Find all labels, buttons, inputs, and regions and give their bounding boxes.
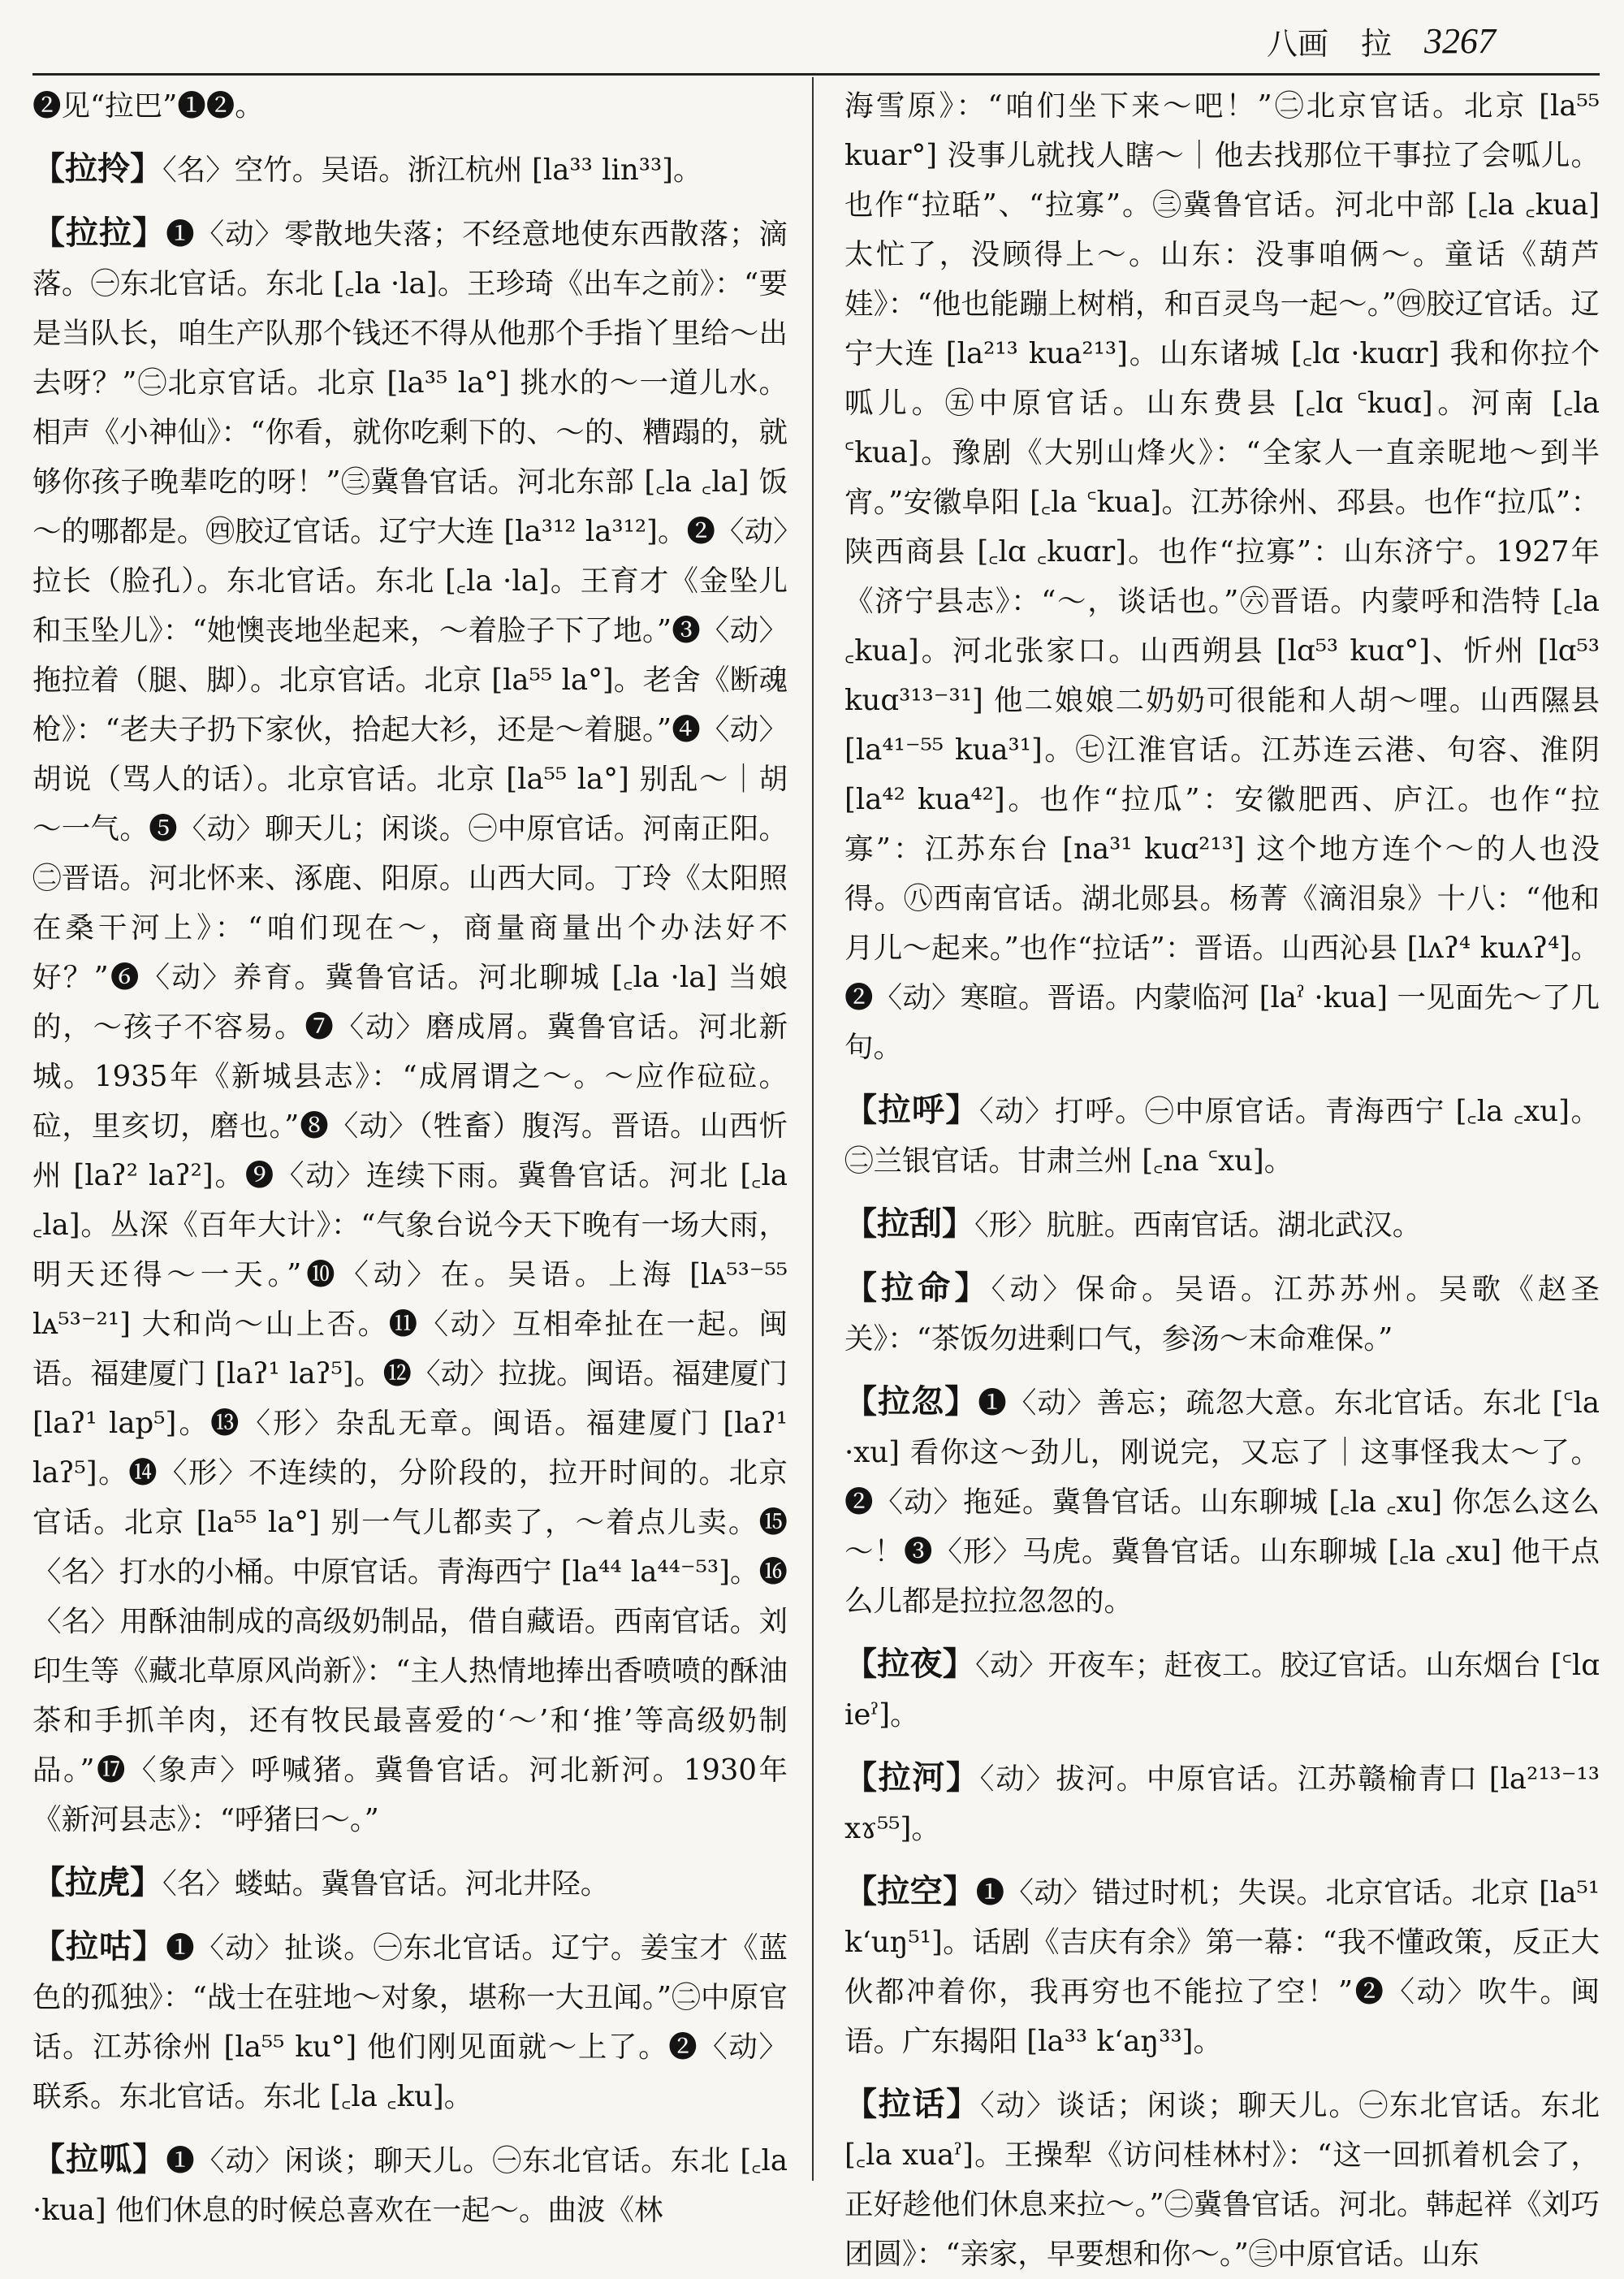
headword: 【拉话】 <box>844 2085 981 2123</box>
definition: 〈动〉打呼。㊀中原官话。青海西宁 [꜀la ꜀xu]。㊁兰银官话。甘肃兰州 [꜀na ꜂xu]。 <box>844 1095 1600 1178</box>
dictionary-entry <box>32 1857 788 1909</box>
definition: 〈动〉开夜车；赶夜工。胶辽官话。山东烟台 [꜂lɑ ieˀ]。 <box>844 1649 1600 1732</box>
definition: ❶〈动〉扯谈。㊀东北官话。辽宁。姜宝才《蓝色的孤独》：“战士在驻地～对象，堪称一大丑闻。”㊁中原官话。江苏徐州 [la⁵⁵ ku°] 他们刚见面就～上了。❷〈动〉联系。东北官话。东北 [꜀la ꜀ku]。 <box>32 1931 788 2113</box>
left-column <box>32 81 788 2227</box>
definition: 〈动〉拔河。中原官话。江苏赣榆青口 [la²¹³⁻¹³ xɤ⁵⁵]。 <box>844 1762 1600 1845</box>
radical-label: 拉 <box>1361 25 1393 62</box>
headword: 【拉夜】 <box>844 1645 975 1683</box>
continued-text: ❷见“拉巴”❶❷。 <box>32 89 264 123</box>
definition: 〈动〉保命。吴语。江苏苏州。吴歌《赵圣关》：“茶饭勿进剩口气，参汤～末命难保。” <box>844 1273 1600 1356</box>
dictionary-entry <box>844 1199 1600 1250</box>
headword: 【拉呱】 <box>32 2140 166 2178</box>
page-number: 3267 <box>1424 20 1497 61</box>
dictionary-entry <box>32 2134 788 2235</box>
headword: 【拉刮】 <box>844 1204 974 1243</box>
dictionary-entry <box>32 144 788 195</box>
dictionary-entry <box>844 1263 1600 1364</box>
definition: ❶〈动〉善忘；疏忽大意。东北官话。东北 [꜂la ·xu] 看你这～劲儿，刚说完，又忘了｜这事怪我太～了。❷〈动〉拖延。冀鲁官话。山东聊城 [꜀la ꜀xu] 你怎么这么～！❸〈形〉马虎。冀鲁官话。山东聊城 [꜀la ꜀xu] 他干点么儿都是拉拉忽忽的。 <box>844 1386 1600 1618</box>
definition: 〈动〉谈话；闲谈；聊天儿。㊀东北官话。东北 [꜀la xuaˀ]。王操犁《访问桂林村》：“这一回抓着机会了，正好趁他们休息来拉～。”㊁冀鲁官话。河北。韩起祥《刘巧团圆》：“亲家，早要想和你～。”㊂中原官话。山东 <box>844 2089 1600 2271</box>
dictionary-entry <box>844 1753 1600 1853</box>
section-label: 八画 <box>1267 25 1329 62</box>
dictionary-entry <box>844 2079 1600 2279</box>
page-header <box>1267 16 1608 65</box>
headword: 【拉命】 <box>844 1269 991 1307</box>
definition: ❶〈动〉闲谈；聊天儿。㊀东北官话。东北 [꜀la ·kua] 他们休息的时候总喜欢在一起～。曲波《林 <box>32 2144 788 2227</box>
headword: 【拉咕】 <box>32 1927 166 1965</box>
dictionary-entry <box>844 1866 1600 2066</box>
headword: 【拉空】 <box>844 1872 976 1910</box>
dictionary-entry <box>844 1377 1600 1626</box>
definition: 〈名〉蝼蛄。冀鲁官话。河北井陉。 <box>162 1867 610 1901</box>
headword: 【拉呼】 <box>844 1091 979 1129</box>
right-column <box>844 81 1600 2271</box>
headword: 【拉虎】 <box>32 1863 162 1901</box>
definition: 〈名〉空竹。吴语。浙江杭州 [la³³ lin³³]。 <box>162 154 702 187</box>
dictionary-entry <box>32 1922 788 2121</box>
column-divider <box>812 77 814 2181</box>
definition: 〈形〉肮脏。西南官话。湖北武汉。 <box>974 1209 1422 1242</box>
headword: 【拉拎】 <box>32 149 162 188</box>
headword: 【拉河】 <box>844 1758 980 1797</box>
headword: 【拉忽】 <box>844 1382 978 1421</box>
headword: 【拉拉】 <box>32 214 166 252</box>
header-rule <box>32 73 1600 76</box>
definition: ❶〈动〉错过时机；失误。北京官话。北京 [la⁵¹ kʻuŋ⁵¹]。话剧《吉庆有余》第一幕：“我不懂政策，反正大伙都冲着你，我再穷也不能拉了空！”❷〈动〉吹牛。闽语。广东揭阳 [la³³ kʻaŋ³³]。 <box>844 1876 1600 2058</box>
definition: ❶〈动〉零散地失落；不经意地使东西散落；滴落。㊀东北官话。东北 [꜀la ·la]。王珍琦《出车之前》：“要是当队长，咱生产队那个钱还不得从他那个手指丫里给～出去呀？”㊁北京官话。北京 [la³⁵ la°] 挑水的～一道儿水。相声《小神仙》：“你看，就你吃剩下的、～的、糟蹋的，就够你孩子晚辈吃的呀！”㊂冀鲁官话。河北东部 [꜀la ꜀la] 饭～的哪都是。㊃胶辽官话。辽宁大连 [la³¹² la³¹²]。❷〈动〉拉长（脸孔）。东北官话。东北 [꜀la ·la]。王育才《金坠儿和玉坠儿》：“她懊丧地坐起来，～着脸子下了地。”❸〈动〉拖拉着（腿、脚）。北京官话。北京 [la⁵⁵ la°]。老舍《断魂枪》：“老夫子扔下家伙，拾起大衫，还是～着腿。”❹〈动〉胡说（骂人的话）。北京官话。北京 [la⁵⁵ la°] 别乱～｜胡～一气。❺〈动〉聊天儿；闲谈。㊀中原官话。河南正阳。㊁晋语。河北怀来、涿鹿、阳原。山西大同。丁玲《太阳照在桑干河上》：“咱们现在～，商量商量出个办法好不好？”❻〈动〉养育。冀鲁官话。河北聊城 [꜀la ·la] 当娘的，～孩子不容易。❼〈动〉磨成屑。冀鲁官话。河北新城。1935年《新城县志》：“成屑谓之～。～应作砬砬。砬，里亥切，磨也。”❽〈动〉（牲畜）腹泻。晋语。山西忻州 [laʔ² laʔ²]。❾〈动〉连续下雨。冀鲁官话。河北 [꜀la ꜀la]。丛深《百年大计》：“气象台说今天下晚有一场大雨，明天还得～一天。”❿〈动〉在。吴语。上海 [lᴀ⁵³⁻⁵⁵ lᴀ⁵³⁻²¹] 大和尚～山上否。⓫〈动〉互相牵扯在一起。闽语。福建厦门 [laʔ¹ laʔ⁵]。⓬〈动〉拉拢。闽语。福建厦门 [laʔ¹ lap⁵]。⓭〈形〉杂乱无章。闽语。福建厦门 [laʔ¹ laʔ⁵]。⓮〈形〉不连续的，分阶段的，拉开时间的。北京官话。北京 [la⁵⁵ la°] 别一气儿都卖了，～着点儿卖。⓯〈名〉打水的小桶。中原官话。青海西宁 [la⁴⁴ la⁴⁴⁻⁵³]。⓰〈名〉用酥油制成的高级奶制品，借自藏语。西南官话。刘印生等《藏北草原风尚新》：“主人热情地捧出香喷喷的酥油茶和手抓羊肉，还有牧民最喜爱的‘～’和‘推’等高级奶制品。”⓱〈象声〉呼喊猪。冀鲁官话。河北新河。1930年《新河县志》：“呼猪曰～。” <box>32 218 788 1836</box>
dictionary-entry <box>844 1639 1600 1740</box>
dictionary-entry <box>844 1085 1600 1186</box>
dictionary-entry <box>32 208 788 1844</box>
continued-text: 海雪原》：“咱们坐下来～吧！”㊁北京官话。北京 [la⁵⁵ kuar°] 没事儿就找人瞎～｜他去找那位干事拉了会呱儿。也作“拉聒”、“拉寡”。㊂冀鲁官话。河北中部 [꜀la ꜀kua] 太忙了，没顾得上～。山东：没事咱俩～。童话《葫芦娃》：“他也能蹦上树梢，和百灵鸟一起～。”㊃胶辽官话。辽宁大连 [la²¹³ kua²¹³]。山东诸城 [꜀lɑ ·kuɑr] 我和你拉个呱儿。㊄中原官话。山东费县 [꜀lɑ ꜂kuɑ]。河南 [꜀la ꜂kua]。豫剧《大别山烽火》：“全家人一直亲昵地～到半宵。”安徽阜阳 [꜀la ꜂kua]。江苏徐州、邳县。也作“拉瓜”：陕西商县 [꜀lɑ ꜀kuɑr]。也作“拉寡”：山东济宁。1927年《济宁县志》：“～，谈话也。”㊅晋语。内蒙呼和浩特 [꜀la ꜀kua]。河北张家口。山西朔县 [lɑ⁵³ kuɑ°]、忻州 [lɑ⁵³ kuɑ³¹³⁻³¹] 他二娘娘二奶奶可很能和人胡～哩。山西隰县 [la⁴¹⁻⁵⁵ kua³¹]。㊆江淮官话。江苏连云港、句容、淮阴 [la⁴² kua⁴²]。也作“拉瓜”：安徽肥西、庐江。也作“拉寡”：江苏东台 [na³¹ kuɑ²¹³] 这个地方连个～的人也没得。㊇西南官话。湖北郧县。杨菁《滴泪泉》十八：“他和月儿～起来。”也作“拉话”：晋语。山西沁县 [lʌʔ⁴ kuʌʔ⁴]。❷〈动〉寒暄。晋语。内蒙临河 [laˀ ·kua] 一见面先～了几句。 <box>844 89 1600 1064</box>
